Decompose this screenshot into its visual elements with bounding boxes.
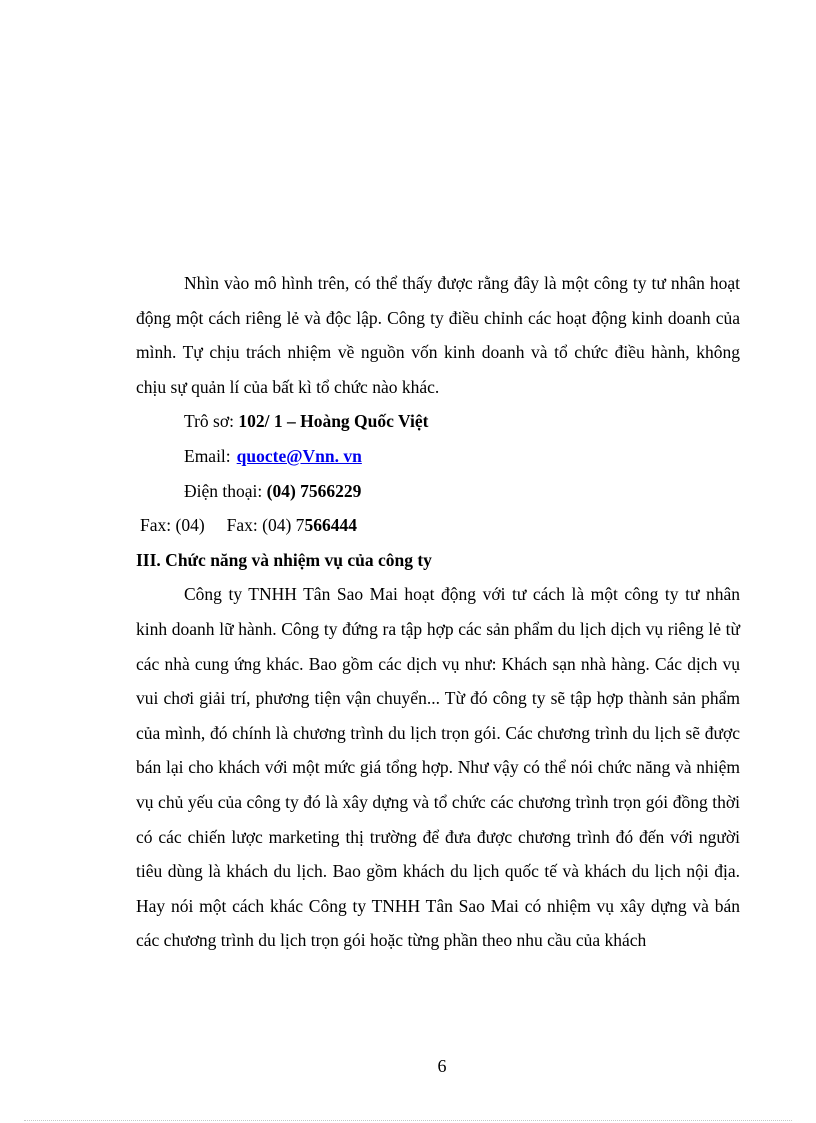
email-label: Email: [184, 445, 231, 466]
fax-label-first: Fax: (04) [140, 515, 205, 536]
paragraph-functions-duties: Công ty TNHH Tân Sao Mai hoạt động với tư cách là một công ty tư nhân kinh doanh lữ hành. Công ty đứng ra tập hợp các sản phẩm du lịch dịch vụ riêng lẻ từ các nhà cung ứng khác. Bao gồm các dịch vụ như: Khách sạn nhà hàng. Các dịch vụ vui chơi giải trí, phương tiện vận chuyển... Từ đó công ty sẽ tập hợp thành sản phẩm của mình, đó chính là chương trình du lịch trọn gói. Các chương trình du lịch sẽ được bán lại cho khách với một mức giá tổng hợp. Như vậy có thể nói chức năng và nhiệm vụ chủ yếu của công ty đó là xây dựng và tổ chức các chương trình trọn gói đồng thời có các chiến lược marketing thị trường để đưa được chương trình đó đến với người tiêu dùng là khách du lịch. Bao gồm khách du lịch quốc tế và khách du lịch nội địa. Hay nói một cách khác Công ty TNHH Tân Sao Mai có nhiệm vụ xây dựng và bán các chương trình du lịch trọn gói hoặc từng phần theo nhu cầu của khách [136, 584, 740, 951]
email-link[interactable]: quocte@Vnn. vn [236, 445, 362, 466]
page-content [136, 266, 740, 958]
phone-line [136, 474, 740, 509]
phone-value: (04) 7566229 [266, 480, 362, 501]
fax-label-second: Fax: (04) 7 [226, 515, 305, 536]
paragraph-company-overview: Nhìn vào mô hình trên, có thể thấy được rằng đây là một công ty tư nhân hoạt động một cách riêng lẻ và độc lập. Công ty điều chỉnh các hoạt động kinh doanh của mình. Tự chịu trách nhiệm về nguồn vốn kinh doanh và tổ chức điều hành, không chịu sự quản lí của bất kì tổ chức nào khác. [136, 273, 740, 397]
page-number: 6 [437, 1056, 447, 1076]
section-heading: III. Chức năng và nhiệm vụ của công ty [136, 549, 432, 570]
fax-line [136, 508, 740, 543]
fax-value: 566444 [304, 515, 357, 536]
address-label: Trô sơ: [184, 411, 239, 432]
phone-label: Điện thoại: [184, 480, 267, 501]
address-line [136, 404, 740, 439]
address-value: 102/ 1 – Hoàng Quốc Việt [238, 411, 429, 432]
email-line [136, 439, 740, 474]
page-boundary-divider [24, 1120, 792, 1121]
